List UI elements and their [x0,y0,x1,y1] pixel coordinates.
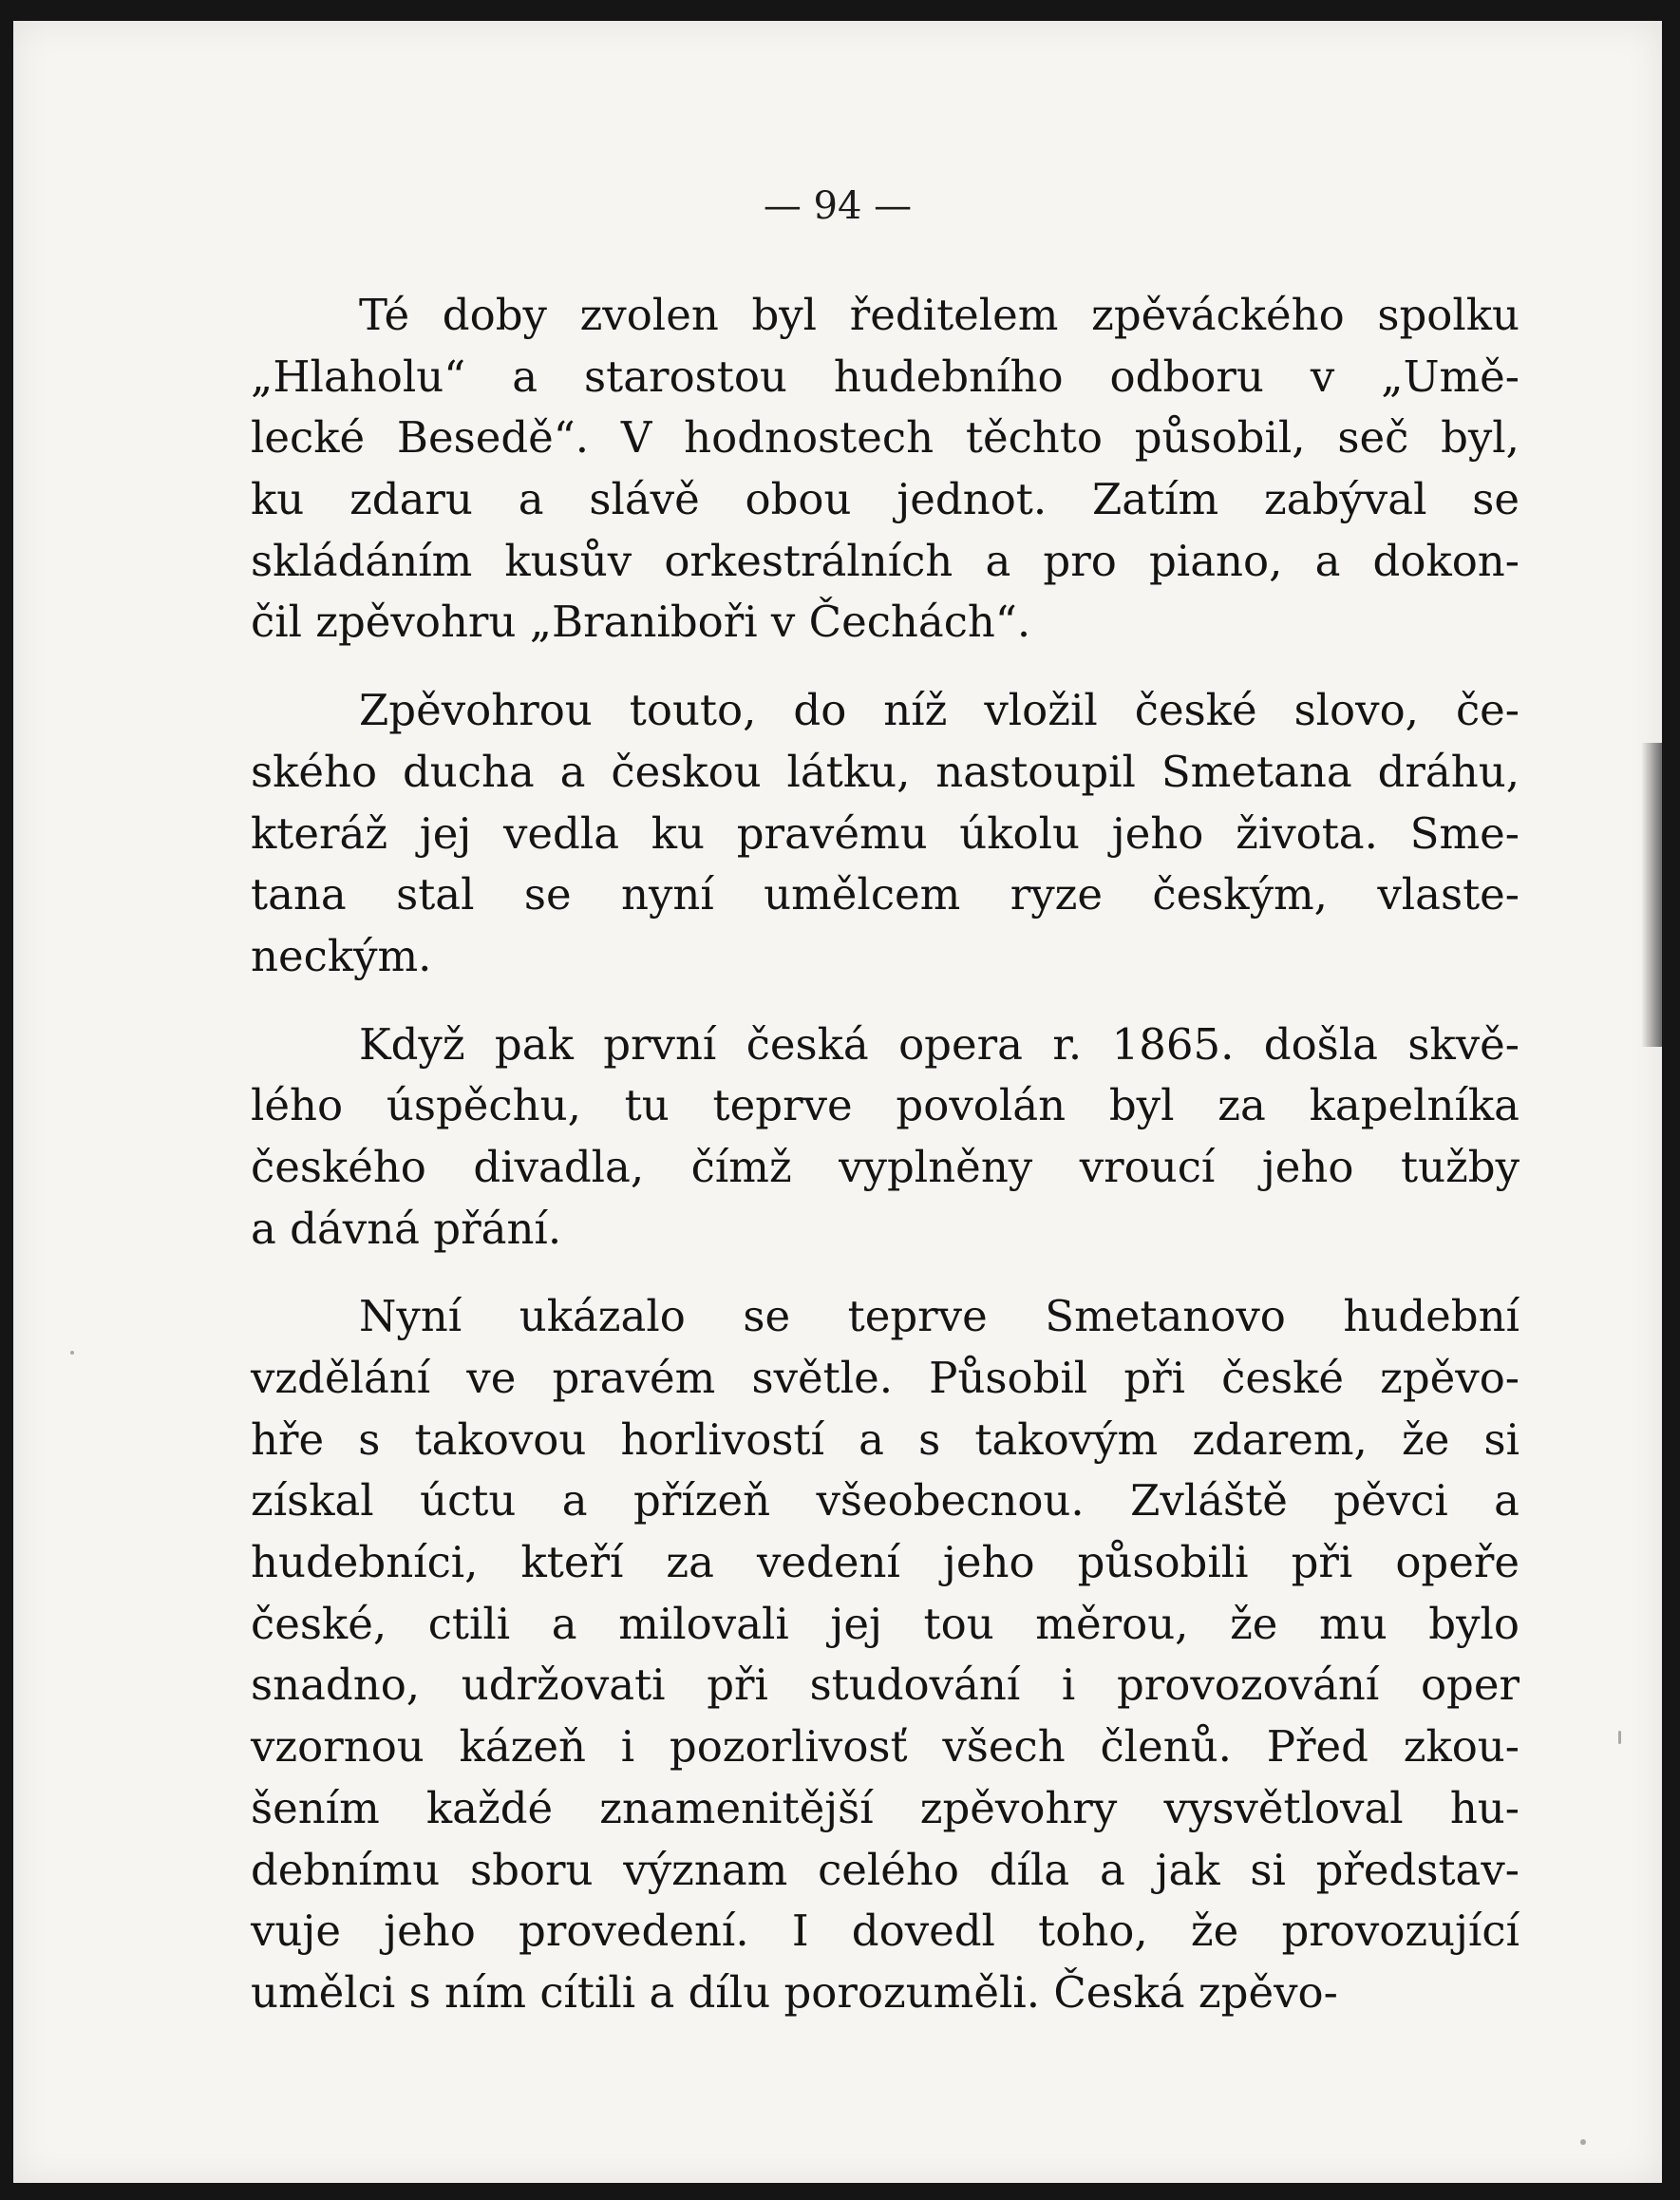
text-line: českého divadla, čímž vyplněny vroucí jeho tužby [251,1141,1520,1192]
paragraph [251,1015,1520,1261]
text-line: vuje jeho provedení. I dovedl toho, že provozující [251,1906,1520,1957]
page-number: — 94 — [763,184,913,228]
text-line: Když pak první česká opera r. 1865. došla skvě- [359,1018,1520,1070]
paper-speck [1618,1731,1621,1744]
text-line: ského ducha a českou látku, nastoupil Smetana dráhu, [251,746,1520,797]
text-line: vzdělání ve pravém světle. Působil při české zpěvo- [251,1353,1520,1403]
text-line: tana stal se nyní umělcem ryze českým, vlaste- [251,869,1520,920]
text-line: hudebníci, kteří za vedení jeho působili při opeře [251,1537,1520,1588]
text-line: neckým. [251,930,432,981]
body-text [251,285,1520,2051]
text-line: skládáním kusův orkestrálních a pro piano, a dokon- [251,535,1520,586]
text-line: snadno, udržovati při studování i provozování oper [251,1659,1520,1711]
text-line: a dávná přání. [251,1203,562,1254]
text-line: lecké Besedě“. V hodnostech těchto působil, seč byl, [251,412,1520,464]
paper-speck [1580,2139,1586,2145]
text-line: české, ctili a milovali jej tou měrou, že mu bylo [251,1598,1520,1649]
text-line: získal úctu a přízeň všeobecnou. Zvláště pěvci a [251,1475,1520,1527]
text-line: lého úspěchu, tu teprve povolán byl za kapelníka [251,1080,1520,1131]
text-line: umělci s ním cítili a dílu porozuměli. Česká zpěvo- [251,1966,1338,2018]
binding-shadow [1641,743,1662,1047]
text-line: Té doby zvolen byl ředitelem zpěváckého spolku [359,290,1520,340]
paper-speck [70,1351,74,1355]
text-line: debnímu sboru význam celého díla a jak si představ- [251,1844,1520,1895]
text-line: Zpěvohrou touto, do níž vložil české slovo, če- [359,685,1520,736]
text-line: „Hlaholu“ a starostou hudebního odboru v „Umě- [251,351,1520,402]
paragraph [251,680,1520,987]
text-line: vzornou kázeň i pozorlivosť všech členů. Před zkou- [251,1721,1520,1773]
book-page [13,21,1662,2183]
text-line: hře s takovou horlivostí a s takovým zdarem, že si [251,1413,1520,1465]
text-line: ku zdaru a slávě obou jednot. Zatím zabýval se [251,474,1520,525]
text-line: kteráž jej vedla ku pravému úkolu jeho života. Sme- [251,807,1520,859]
text-line: čil zpěvohru „Braniboři v Čechách“. [251,597,1031,648]
paragraph [251,1286,1520,2023]
paragraph [251,285,1520,654]
text-line: Nyní ukázalo se teprve Smetanovo hudební [359,1291,1520,1342]
text-line: šením každé znamenitější zpěvohry vysvětloval hu- [251,1782,1520,1833]
